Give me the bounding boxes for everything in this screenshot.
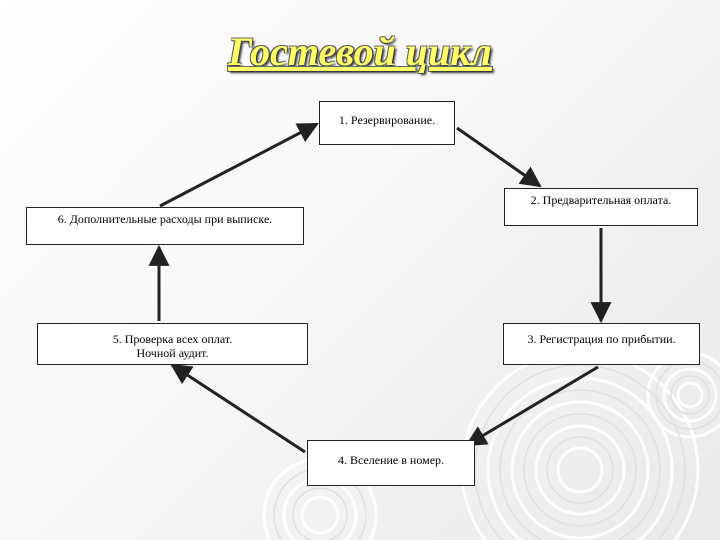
arrow-1-to-2 <box>457 128 540 186</box>
page-title: Гостевой цикл <box>228 29 492 74</box>
arrow-6-to-1 <box>160 124 317 206</box>
node-checkin-label: 3. Регистрация по прибытии. <box>527 332 676 346</box>
node-checkout-charges <box>26 207 304 245</box>
node-checkin <box>503 323 700 365</box>
node-reservation <box>319 101 455 145</box>
node-night-audit-line1: 5. Проверка всех оплат. <box>112 332 233 346</box>
node-reservation-label: 1. Резервирование. <box>338 113 436 127</box>
node-night-audit <box>37 323 308 365</box>
arrow-3-to-4 <box>467 367 598 445</box>
node-prepayment-label: 2. Предварительная оплата. <box>530 193 672 207</box>
node-room-assignment <box>307 440 475 486</box>
node-night-audit-line2: Ночной аудит. <box>136 346 209 360</box>
node-prepayment <box>504 188 698 226</box>
node-room-assignment-label: 4. Вселение в номер. <box>337 453 445 467</box>
node-checkout-charges-label: 6. Дополнительные расходы при выписке. <box>57 212 273 226</box>
arrow-4-to-5 <box>172 365 305 452</box>
